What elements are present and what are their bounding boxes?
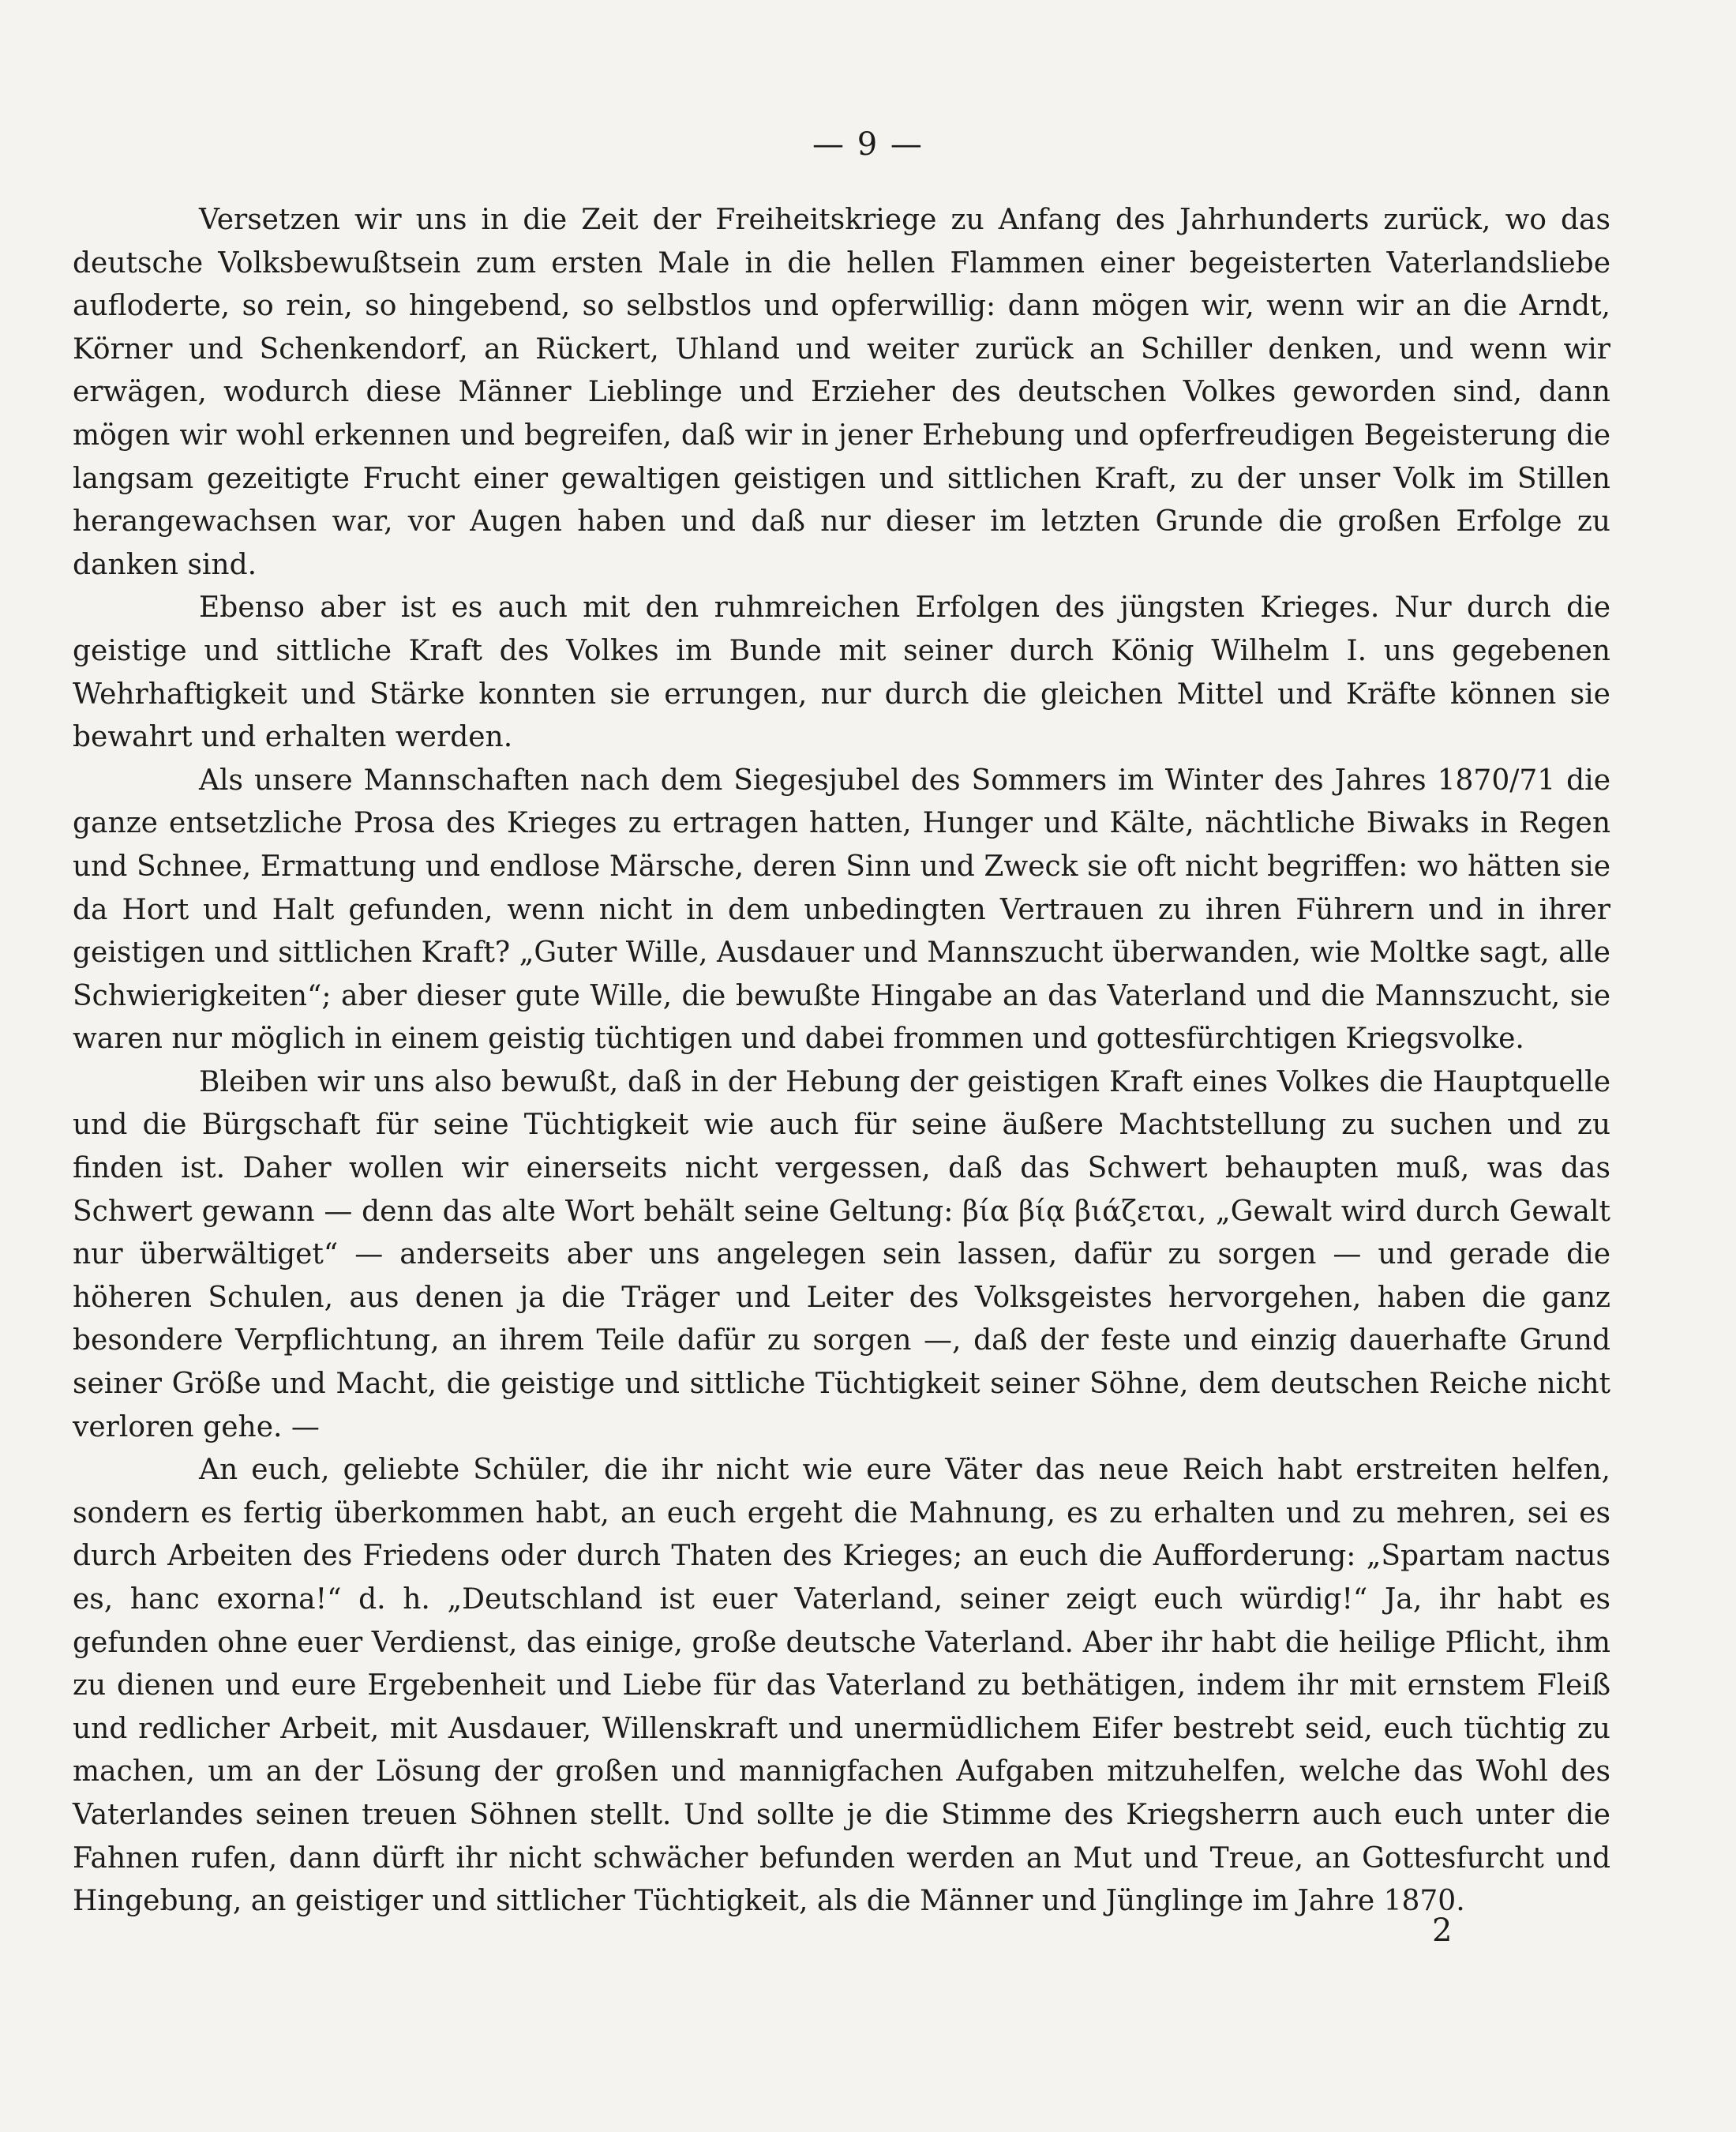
paragraph-5: An euch, geliebte Schüler, die ihr nicht wie eure Väter das neue Reich habt erstreiten helfen, sondern es fertig überkommen habt, an euch ergeht die Mahnung, es zu erhalten und zu mehren, sei es durch Arbeiten des Friedens oder durch Thaten des Krieges; an euch die Aufforderung: „Spartam nactus es, hanc exorna!“ d. h. „Deutschland ist euer Vaterland, seiner zeigt euch würdig!“ Ja, ihr habt es gefunden ohne euer Verdienst, das einige, große deutsche Vaterland. Aber ihr habt die heilige Pflicht, ihm zu dienen und eure Ergebenheit und Liebe für das Vaterland zu bethätigen, indem ihr mit ernstem Fleiß und redlicher Arbeit, mit Ausdauer, Willenskraft und unermüdlichem Eifer bestrebt seid, euch tüchtig zu machen, um an der Lösung der großen und mannigfachen Aufgaben mitzuhelfen, welche das Wohl des Vaterlandes seinen treuen Söhnen stellt. Und sollte je die Stimme des Kriegsherrn auch euch unter die Fahnen rufen, dann dürft ihr nicht schwächer befunden werden an Mut und Treue, an Gottesfurcht und Hingebung, an geistiger und sittlicher Tüchtigkeit, als die Männer und Jünglinge im Jahre 1870. [73, 1454, 1610, 1918]
signature-mark: 2 [1432, 1912, 1453, 1949]
page-number: — 9 — [812, 126, 924, 163]
paragraph-2: Ebenso aber ist es auch mit den ruhmreichen Erfolgen des jüngsten Krieges. Nur durch die geistige und sittliche Kraft des Volkes im Bunde mit seiner durch König Wilhelm I. uns gegebenen Wehrhaftigkeit und Stärke konnten sie errungen, nur durch die gleichen Mittel und Kräfte können sie bewahrt und erhalten werden. [73, 591, 1610, 754]
paragraph-3: Als unsere Mannschaften nach dem Siegesjubel des Sommers im Winter des Jahres 1870/71 die ganze entsetzliche Prosa des Krieges zu ertragen hatten, Hunger und Kälte, nächtliche Biwaks in Regen und Schnee, Ermattung und endlose Märsche, deren Sinn und Zweck sie oft nicht begriffen: wo hätten sie da Hort und Halt gefunden, wenn nicht in dem unbedingten Vertrauen zu ihren Führern und in ihrer geistigen und sittlichen Kraft? „Guter Wille, Ausdauer und Mannszucht überwanden, wie Moltke sagt, alle Schwierigkeiten“; aber dieser gute Wille, die bewußte Hingabe an das Vaterland und die Mannszucht, sie waren nur möglich in einem geistig tüchtigen und dabei frommen und gottesfürchtigen Kriegsvolke. [73, 764, 1610, 1056]
paragraph-4: Bleiben wir uns also bewußt, daß in der Hebung der geistigen Kraft eines Volkes die Hauptquelle und die Bürgschaft für seine Tüchtigkeit wie auch für seine äußere Machtstellung zu suchen und zu finden ist. Daher wollen wir einerseits nicht vergessen, daß das Schwert behaupten muß, was das Schwert gewann — denn das alte Wort behält seine Geltung: βία βίᾳ βιάζεται, „Gewalt wird durch Gewalt nur überwältiget“ — anderseits aber uns angelegen sein lassen, dafür zu sorgen — und gerade die höheren Schulen, aus denen ja die Träger und Leiter des Volksgeistes hervorgehen, haben die ganz besondere Verpflichtung, an ihrem Teile dafür zu sorgen —, daß der feste und einzig dauerhafte Grund seiner Größe und Macht, die geistige und sittliche Tüchtigkeit seiner Söhne, dem deutschen Reiche nicht verloren gehe. — [73, 1065, 1610, 1443]
paragraph-1: Versetzen wir uns in die Zeit der Freiheitskriege zu Anfang des Jahrhunderts zurück, wo das deutsche Volksbewußtsein zum ersten Male in die hellen Flammen einer begeisterten Vaterlandsliebe aufloderte, so rein, so hingebend, so selbstlos und opferwillig: dann mögen wir, wenn wir an die Arndt, Körner und Schenkendorf, an Rückert, Uhland und weiter zurück an Schiller denken, und wenn wir erwägen, wodurch diese Männer Lieblinge und Erzieher des deutschen Volkes geworden sind, dann mögen wir wohl erkennen und begreifen, daß wir in jener Erhebung und opferfreudigen Begeisterung die langsam gezeitigte Frucht einer gewaltigen geistigen und sittlichen Kraft, zu der unser Volk im Stillen herangewachsen war, vor Augen haben und daß nur dieser im letzten Grunde die großen Erfolge zu danken sind. [73, 204, 1610, 581]
body-text [73, 199, 1610, 1924]
